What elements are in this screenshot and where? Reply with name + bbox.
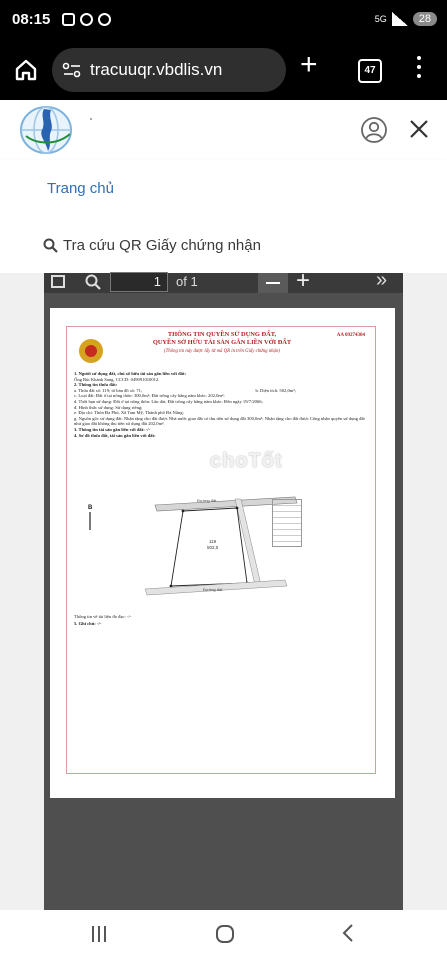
map-road-bottom-label: Đường đất (203, 587, 223, 592)
certificate-title-line2: QUYỀN SỞ HỮU TÀI SẢN GẮN LIỀN VỚI ĐẤT (152, 339, 292, 346)
notification-icons (62, 13, 111, 26)
national-emblem-icon (79, 339, 103, 363)
map-parcel-area: 502,0 (207, 545, 219, 550)
certificate-title (127, 331, 317, 347)
address-bar[interactable] (52, 48, 286, 92)
certificate-serial: AA 09274304 (336, 333, 365, 338)
more-menu-icon[interactable] (417, 56, 421, 83)
parcel-origin: g. Nguồn gốc sử dụng đất: Nhận tặng cho đất được Nhà nước giao đất có thu tiền sử dụng đất 300,0m²; Nhận tặng cho đất được Công nhận quyền sử dụng đất như giao đất không thu tiền sử dụng đất 202,0m². (74, 415, 365, 427)
battery-indicator: 28 (413, 12, 437, 26)
site-logo[interactable] (18, 104, 76, 156)
site-settings-icon[interactable] (62, 62, 82, 83)
facebook-icon (80, 13, 93, 26)
zoom-in-button[interactable]: + (296, 267, 311, 294)
user-account-icon[interactable] (360, 116, 388, 149)
pdf-toolbar (44, 267, 403, 294)
parcel-land-type: c. Loại đất: Đất ở tại nông thôn: 300,0m²; Đất trồng cây hằng năm khác: 202,0m²; (74, 393, 225, 399)
owner-line: Ông Bùi Khánh Sang, CCCD: 049091010012. (74, 376, 160, 382)
tab-switcher-button[interactable]: 47 (358, 59, 382, 83)
new-tab-button[interactable]: + (300, 48, 318, 81)
watermark: choTốt (210, 450, 283, 472)
svg-text:B: B (88, 505, 93, 511)
recent-apps-button[interactable] (92, 926, 106, 942)
parcel-number: a. Thửa đất số: 119; tờ bản đồ số: 71; (74, 387, 143, 393)
pdf-search-icon[interactable] (84, 273, 102, 296)
survey-note: Thông tin về tài liệu đo đạc: -/- (74, 614, 132, 619)
zoom-out-button[interactable] (258, 273, 288, 293)
signal-icon (392, 12, 408, 26)
back-button[interactable] (340, 922, 356, 949)
site-nav-menu (0, 160, 447, 273)
close-icon[interactable] (408, 118, 430, 145)
search-icon (43, 238, 58, 253)
screenshot-icon (62, 13, 75, 26)
browser-toolbar (0, 42, 447, 100)
certificate-title-line1: THÔNG TIN QUYỀN SỬ DỤNG ĐẤT, (167, 331, 277, 338)
home-icon[interactable] (14, 58, 38, 87)
section-notes-heading: 5. Ghi chú: -/- (74, 621, 102, 626)
coordinate-table (272, 499, 302, 547)
status-right (375, 12, 437, 26)
parcel-area: b. Diện tích: 502,0m²; (255, 387, 296, 393)
certificate-subtitle: (Thông tin này được lấy từ mã QR in trên Giấy chứng nhận) (164, 349, 280, 354)
header-divider-dot (90, 118, 92, 120)
nav-link-qr-lookup-label: Tra cứu QR Giấy chứng nhận (63, 237, 261, 254)
more-tools-icon[interactable]: » (376, 269, 388, 291)
nav-link-home[interactable]: Trang chủ (47, 180, 114, 197)
section-parcel-heading: 2. Thông tin thửa đất: (74, 382, 118, 388)
pdf-viewer[interactable] (44, 267, 403, 910)
parcel-address: e. Địa chỉ: Thôn Đa Phú, Xã Tam Mỹ, Thành phố Đà Nẵng; (74, 410, 184, 416)
parcel-term: d. Thời hạn sử dụng: Đất ở tại nông thôn: Lâu dài; Đất trồng cây hằng năm khác: Đến ngày 19/7/2066; (74, 398, 263, 404)
page-total: of 1 (176, 274, 198, 289)
section-assets-heading: 3. Thông tin tài sản gắn liền với đất: -/- (74, 426, 151, 432)
certificate-body (74, 371, 366, 438)
parcel-usage-form: đ. Hình thức sử dụng: Sử dụng riêng; (74, 404, 143, 410)
status-time: 08:15 (12, 11, 51, 28)
section-owner-heading: 1. Người sử dụng đất, chủ sở hữu tài sản gắn liền với đất: (74, 371, 187, 376)
map-parcel-label: 119 (209, 539, 217, 544)
message-icon (98, 13, 111, 26)
certificate-footer (74, 613, 131, 627)
pdf-page (50, 308, 395, 798)
network-label: 5G (374, 13, 387, 24)
north-arrow-icon (88, 505, 93, 530)
section-map-heading: 4. Sơ đồ thửa đất, tài sản gắn liền với đất: (74, 432, 156, 438)
system-home-button[interactable] (216, 925, 234, 943)
nav-link-qr-lookup[interactable] (43, 237, 261, 254)
url-text[interactable]: tracuuqr.vbdlis.vn (90, 60, 223, 79)
certificate-frame (66, 326, 376, 774)
page-number-input[interactable]: 1 (110, 272, 168, 292)
pdf-area (0, 267, 447, 910)
system-nav-bar (0, 910, 447, 960)
status-bar (0, 0, 447, 42)
site-header (0, 100, 447, 160)
map-road-top-label: Đường đất (197, 498, 217, 503)
sidebar-toggle-icon[interactable] (51, 275, 65, 288)
